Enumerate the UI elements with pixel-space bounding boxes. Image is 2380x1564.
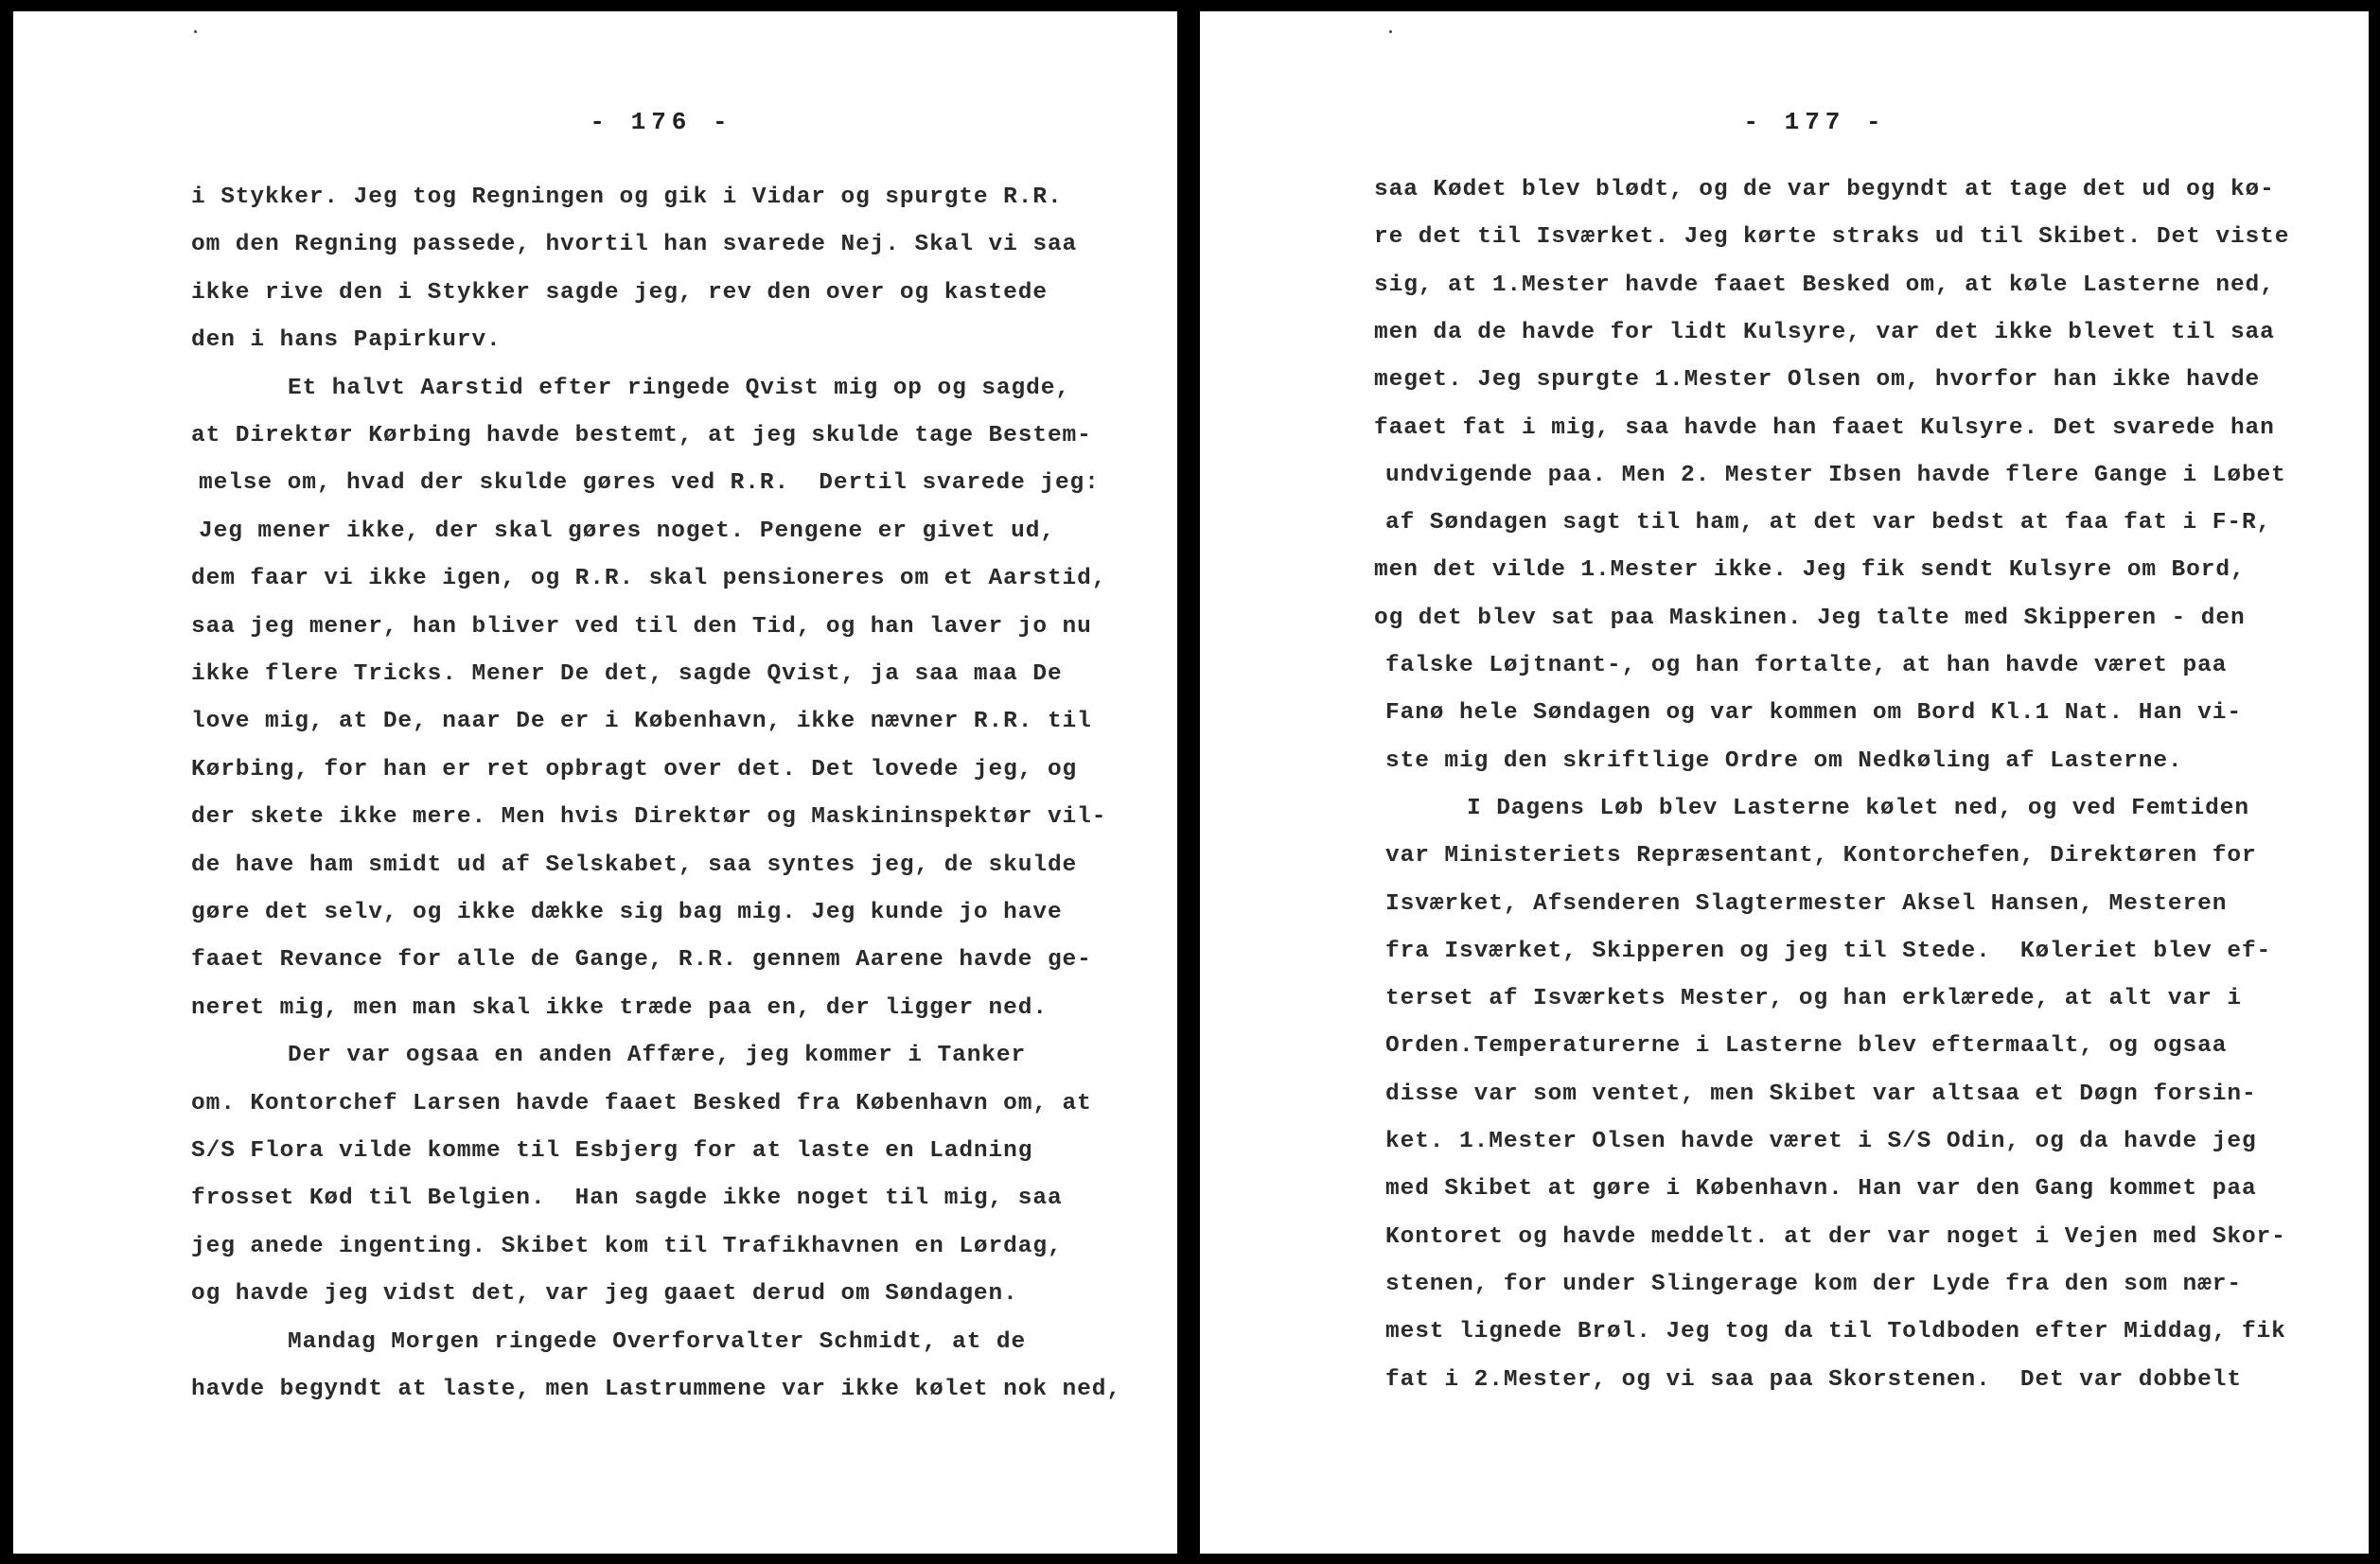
text-line: fat i 2.Mester, og vi saa paa Skorstenen. Det var dobbelt: [1385, 1367, 2242, 1393]
text-line: Isværket, Afsenderen Slagtermester Aksel Hansen, Mesteren: [1385, 891, 2228, 917]
right-page: [1200, 11, 2369, 1554]
text-line: Fanø hele Søndagen og var kommen om Bord Kl.1 Nat. Han vi-: [1385, 700, 2242, 726]
page-number: - 177 -: [1743, 108, 1887, 136]
text-line: de have ham smidt ud af Selskabet, saa syntes jeg, de skulde: [191, 852, 1078, 878]
text-line: S/S Flora vilde komme til Esbjerg for at laste en Ladning: [191, 1138, 1033, 1164]
text-line: der skete ikke mere. Men hvis Direktør og Maskininspektør vil-: [191, 804, 1107, 830]
text-line: om. Kontorchef Larsen havde faaet Besked fra København om, at: [191, 1091, 1092, 1116]
text-line: faaet fat i mig, saa havde han faaet Kulsyre. Det svarede han: [1374, 415, 2275, 441]
left-page: [13, 11, 1177, 1554]
text-line: ste mig den skriftlige Ordre om Nedkøling af Lasterne.: [1385, 748, 2183, 774]
text-line: dem faar vi ikke igen, og R.R. skal pensioneres om et Aarstid,: [191, 566, 1107, 591]
text-line: havde begyndt at laste, men Lastrummene var ikke kølet nok ned,: [191, 1377, 1121, 1402]
text-line: disse var som ventet, men Skibet var altsaa et Døgn forsin-: [1385, 1081, 2257, 1107]
text-line: i Stykker. Jeg tog Regningen og gik i Vidar og spurgte R.R.: [191, 185, 1063, 210]
text-line: saa Kødet blev blødt, og de var begyndt at tage det ud og kø-: [1374, 177, 2275, 202]
text-line: men da de havde for lidt Kulsyre, var det ikke blevet til saa: [1374, 320, 2275, 345]
text-line: melse om, hvad der skulde gøres ved R.R. Dertil svarede jeg:: [199, 470, 1100, 496]
text-line: terset af Isværkets Mester, og han erklærede, at alt var i: [1385, 986, 2242, 1011]
text-line: af Søndagen sagt til ham, at det var bedst at faa fat i F-R,: [1385, 510, 2272, 536]
text-line: fra Isværket, Skipperen og jeg til Stede. Køleriet blev ef-: [1385, 939, 2272, 964]
text-line: og havde jeg vidst det, var jeg gaaet derud om Søndagen.: [191, 1281, 1018, 1307]
text-line: mest lignede Brøl. Jeg tog da til Toldboden efter Middag, fik: [1385, 1319, 2286, 1344]
text-line: at Direktør Kørbing havde bestemt, at jeg skulde tage Bestem-: [191, 423, 1092, 448]
text-line: undvigende paa. Men 2. Mester Ibsen havde flere Gange i Løbet: [1385, 463, 2286, 488]
text-line: sig, at 1.Mester havde faaet Besked om, at køle Lasterne ned,: [1374, 272, 2275, 298]
text-line: Et halvt Aarstid efter ringede Qvist mig op og sagde,: [288, 376, 1070, 401]
page-number: - 176 -: [590, 108, 733, 136]
text-line: stenen, for under Slingerage kom der Lyde fra den som nær-: [1385, 1272, 2242, 1297]
text-line: men det vilde 1.Mester ikke. Jeg fik sendt Kulsyre om Bord,: [1374, 557, 2246, 583]
page-text: [1200, 11, 2369, 1554]
text-line: med Skibet at gøre i København. Han var den Gang kommet paa: [1385, 1176, 2257, 1202]
text-line: neret mig, men man skal ikke træde paa en, der ligger ned.: [191, 995, 1048, 1021]
text-line: frosset Kød til Belgien. Han sagde ikke noget til mig, saa: [191, 1186, 1063, 1211]
text-line: Der var ogsaa en anden Affære, jeg kommer i Tanker: [288, 1043, 1027, 1068]
text-line: love mig, at De, naar De er i København, ikke nævner R.R. til: [191, 709, 1092, 734]
text-line: meget. Jeg spurgte 1.Mester Olsen om, hvorfor han ikke havde: [1374, 367, 2261, 393]
text-line: den i hans Papirkurv.: [191, 327, 502, 353]
text-line: Jeg mener ikke, der skal gøres noget. Pengene er givet ud,: [199, 518, 1055, 544]
text-line: I Dagens Løb blev Lasterne kølet ned, og ved Femtiden: [1467, 796, 2249, 821]
text-line: saa jeg mener, han bliver ved til den Tid, og han laver jo nu: [191, 614, 1092, 640]
text-line: re det til Isværket. Jeg kørte straks ud til Skibet. Det viste: [1374, 224, 2290, 250]
text-line: gøre det selv, og ikke dække sig bag mig. Jeg kunde jo have: [191, 900, 1063, 925]
text-line: var Ministeriets Repræsentant, Kontorchefen, Direktøren for: [1385, 843, 2257, 869]
text-line: Mandag Morgen ringede Overforvalter Schmidt, at de: [288, 1329, 1027, 1355]
page-text: [13, 11, 1177, 1554]
text-line: ikke flere Tricks. Mener De det, sagde Qvist, ja saa maa De: [191, 661, 1063, 687]
text-line: om den Regning passede, hvortil han svarede Nej. Skal vi saa: [191, 232, 1078, 257]
text-line: Orden.Temperaturerne i Lasterne blev eftermaalt, og ogsaa: [1385, 1033, 2228, 1059]
text-line: ikke rive den i Stykker sagde jeg, rev den over og kastede: [191, 280, 1048, 306]
text-line: og det blev sat paa Maskinen. Jeg talte med Skipperen - den: [1374, 606, 2246, 631]
text-line: falske Løjtnant-, og han fortalte, at han havde været paa: [1385, 653, 2228, 678]
text-line: Kørbing, for han er ret opbragt over det. Det lovede jeg, og: [191, 757, 1078, 782]
text-line: Kontoret og havde meddelt. at der var noget i Vejen med Skor-: [1385, 1224, 2286, 1250]
text-line: jeg anede ingenting. Skibet kom til Trafikhavnen en Lørdag,: [191, 1234, 1063, 1259]
text-line: faaet Revance for alle de Gange, R.R. gennem Aarene havde ge-: [191, 947, 1092, 973]
text-line: ket. 1.Mester Olsen havde været i S/S Odin, og da havde jeg: [1385, 1129, 2257, 1154]
